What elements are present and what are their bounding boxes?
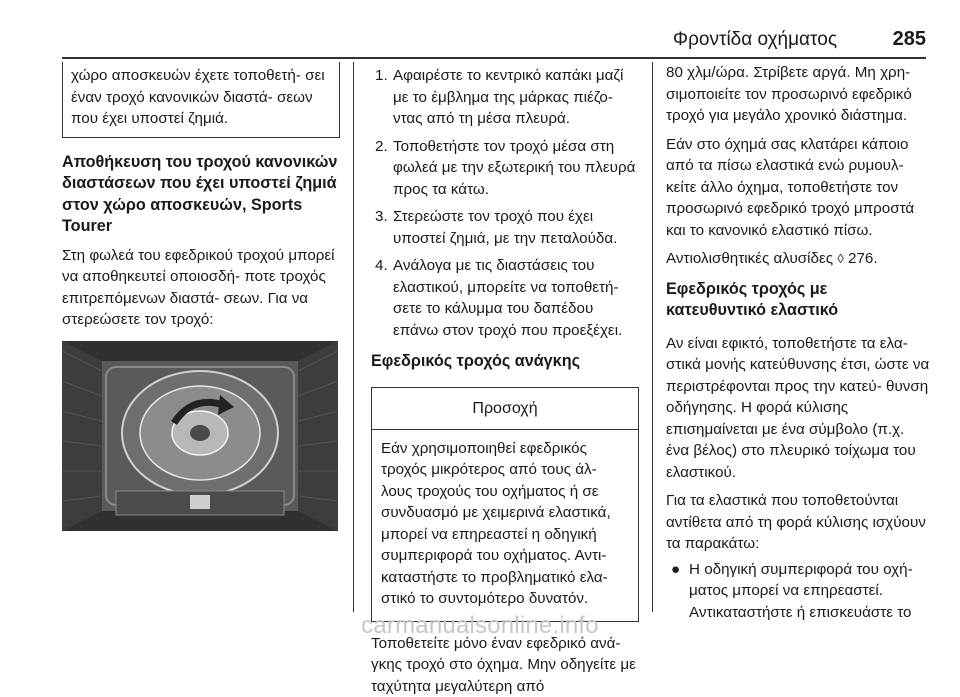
column-divider-left: [353, 62, 354, 612]
step-text: Τοποθετήστε τον τροχό μέσα στη φωλεά με την εξωτερική του πλευρά προς τα κάτω.: [393, 138, 635, 198]
page-number: 285: [893, 28, 926, 51]
snow-chains-reference: [666, 248, 930, 270]
snow-chains-text: Αντιολισθητικές αλυσίδες: [666, 250, 833, 267]
list-item-text: Η οδηγική συμπεριφορά του οχή- ματος μπορεί να επηρεαστεί. Αντικαταστήστε ή επισκευάστε το: [689, 561, 913, 621]
column-divider-right: [652, 62, 653, 612]
step-number: 1.: [375, 65, 388, 87]
mounting-steps: [371, 65, 639, 341]
column-middle: [371, 62, 639, 697]
header-rule: [62, 57, 926, 59]
caution-box: [371, 387, 639, 622]
step-text: Αφαιρέστε το κεντρικό καπάκι μαζί με το έμβλημα της μάρκας πιέζο- ντας από τη μέσα πλευρά.: [393, 67, 623, 127]
snow-chains-page-link[interactable]: 276.: [848, 250, 878, 267]
opposite-direction-text: Για τα ελαστικά που τοποθετούνται αντίθετα από τη φορά κύλισης ισχύουν τα παρακάτω:: [666, 490, 930, 555]
step-number: 4.: [375, 255, 388, 277]
emergency-spare-heading: Εφεδρικός τροχός ανάγκης: [371, 351, 639, 373]
bullet-dot-icon: ●: [671, 559, 680, 581]
step-text: Στερεώστε τον τροχό που έχει υποστεί ζημιά, με την πεταλούδα.: [393, 208, 617, 247]
step-text: Ανάλογα με τις διαστάσεις του ελαστικού, μπορείτε να τοποθετή- σετε το κάλυμμα του δαπέδου επάνω στον τροχό που προεξέχει.: [393, 257, 622, 339]
step-item: [371, 136, 639, 201]
header-title: Φροντίδα οχήματος: [673, 29, 837, 51]
spare-wheel-drawing: [62, 341, 338, 531]
emergency-spare-text: Τοποθετείτε μόνο έναν εφεδρικό ανά- γκης τροχό στο όχημα. Μην οδηγείτε με ταχύτητα μεγαλύτερη από: [371, 633, 639, 697]
rear-flat-text: Εάν στο όχημά σας κλατάρει κάποιο από τα πίσω ελαστικά ενώ ρυμουλ- κείτε άλλο όχημα, τοποθετήστε τον προσωρινό εφεδρικό τροχό μπροστά και το κανονικό ελαστικό πίσω.: [666, 134, 930, 242]
continued-warning-text: χώρο αποσκευών έχετε τοποθετή- σει έναν τροχό κανονικών διαστά- σεων που έχει υποστεί ζημιά.: [71, 65, 329, 130]
step-item: [371, 255, 639, 341]
spare-wheel-illustration: [62, 341, 338, 531]
step-number: 2.: [375, 136, 388, 158]
speed-limit-text: 80 χλμ/ώρα. Στρίβετε αργά. Μη χρη- σιμοποιείτε τον προσωρινό εφεδρικό τροχό για μεγάλο χρονικό διάστημα.: [666, 62, 930, 127]
step-item: [371, 65, 639, 130]
continued-warning-box: [62, 62, 340, 138]
column-right: [666, 62, 930, 623]
storage-text: Στη φωλεά του εφεδρικού τροχού μπορεί να αποθηκευτεί οποιοσδή- ποτε τροχός επιτρεπόμενων διαστά- σεων. Για να στερεώσετε τον τροχό:: [62, 245, 340, 331]
caution-text: Εάν χρησιμοποιηθεί εφεδρικός τροχός μικρότερος από τους άλ- λους τροχούς του οχήματος ή σε συνδυασμό με χειμερινά ελαστικά, μπορεί να επηρεαστεί η οδηγική συμπεριφορά του οχήματος. Αντι- καταστήστε το προβληματικό ελα- στικό το συντομότερο δυνατόν.: [381, 438, 628, 610]
directional-text: Αν είναι εφικτό, τοποθετήστε τα ελα- στικά μονής κατεύθυνσης έτσι, ώστε να περιστρέφονται προς την κατεύ- θυνση οδήγησης. Η φορά κύλισης επισημαίνεται με ένα σύμβολο (π.χ. ένα βέλος) στο πλευρικό τοίχωμα του ελαστικού.: [666, 333, 930, 484]
step-item: [371, 206, 639, 249]
page-header: [0, 0, 960, 60]
step-number: 3.: [375, 206, 388, 228]
caution-title: Προσοχή: [372, 388, 638, 430]
caution-body: [372, 430, 638, 621]
directional-spare-heading: Εφεδρικός τροχός με κατευθυντικό ελαστικό: [666, 279, 930, 322]
watermark: carmanualsonline.info: [0, 612, 960, 640]
column-left: [62, 62, 340, 531]
storage-heading: Αποθήκευση του τροχού κανονικών διαστάσεων που έχει υποστεί ζημιά στον χώρο αποσκευών, Sports Tourer: [62, 152, 340, 238]
page-reference-arrow-icon: ◊: [837, 251, 843, 266]
